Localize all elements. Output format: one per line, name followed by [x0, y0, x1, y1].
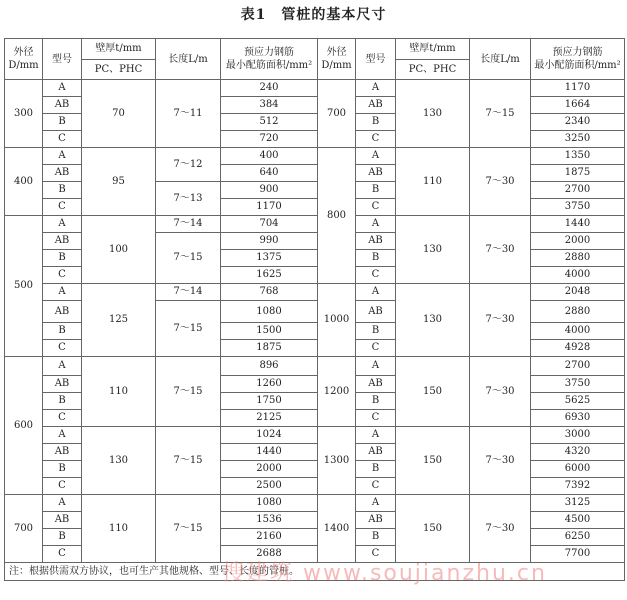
steel-area-cell: 990 — [221, 233, 318, 250]
type-cell: AB — [43, 233, 82, 250]
steel-area-cell: 2500 — [221, 478, 318, 495]
length-cell: 7～12 — [156, 148, 221, 182]
length-cell: 7～15 — [156, 233, 221, 284]
length-cell: 7～15 — [156, 357, 221, 427]
type-cell: AB — [43, 376, 82, 393]
header-wall-thickness-right: 壁厚t/mm — [396, 39, 470, 60]
header-wall-sub-right: PC、PHC — [396, 59, 470, 80]
steel-area-cell: 384 — [221, 97, 318, 114]
steel-area-cell: 704 — [221, 216, 318, 233]
length-cell: 7～30 — [470, 216, 531, 284]
length-cell: 7～30 — [470, 357, 531, 427]
header-steel-area: 预应力钢筋 最小配筋面积/mm² — [221, 39, 318, 80]
steel-area-cell: 6930 — [531, 410, 625, 427]
steel-area-cell: 2700 — [531, 182, 625, 199]
watermark: 搜建筑 www.soujianzhu.cn — [222, 561, 547, 586]
steel-area-cell: 2048 — [531, 284, 625, 301]
outer-diameter-cell: 300 — [5, 80, 43, 148]
steel-area-cell: 2000 — [531, 233, 625, 250]
length-cell: 7～15 — [470, 80, 531, 148]
type-cell: C — [356, 410, 396, 427]
steel-area-cell: 3000 — [531, 427, 625, 444]
length-cell: 7～30 — [470, 495, 531, 563]
type-cell: A — [43, 80, 82, 97]
header-outer-diameter-right: 外径 D/mm — [318, 39, 356, 80]
type-cell: AB — [43, 512, 82, 529]
length-cell: 7～15 — [156, 301, 221, 357]
length-cell: 7～14 — [156, 284, 221, 301]
type-cell: C — [43, 546, 82, 563]
length-cell: 7～14 — [156, 216, 221, 233]
steel-area-cell: 2000 — [221, 461, 318, 478]
steel-area-cell: 2700 — [531, 357, 625, 376]
type-cell: AB — [356, 444, 396, 461]
steel-area-cell: 2125 — [221, 410, 318, 427]
type-cell: A — [43, 148, 82, 165]
steel-area-cell: 3125 — [531, 495, 625, 512]
wall-thickness-cell: 95 — [82, 148, 156, 216]
type-cell: B — [43, 529, 82, 546]
steel-area-cell: 896 — [221, 357, 318, 376]
steel-area-cell: 1260 — [221, 376, 318, 393]
steel-area-cell: 240 — [221, 80, 318, 97]
type-cell: B — [43, 323, 82, 340]
steel-area-cell: 1664 — [531, 97, 625, 114]
type-cell: A — [356, 148, 396, 165]
type-cell: B — [43, 182, 82, 199]
type-cell: B — [43, 250, 82, 267]
type-cell: AB — [43, 97, 82, 114]
wall-thickness-cell: 125 — [82, 284, 156, 357]
type-cell: C — [43, 340, 82, 357]
steel-area-cell: 3750 — [531, 376, 625, 393]
length-cell: 7～13 — [156, 182, 221, 216]
length-cell: 7～30 — [470, 148, 531, 216]
type-cell: A — [43, 427, 82, 444]
type-cell: A — [356, 357, 396, 376]
type-cell: A — [356, 495, 396, 512]
outer-diameter-cell: 1200 — [318, 357, 356, 427]
steel-area-cell: 1440 — [531, 216, 625, 233]
type-cell: B — [356, 250, 396, 267]
wall-thickness-cell: 130 — [396, 80, 470, 148]
length-cell: 7～11 — [156, 80, 221, 148]
type-cell: B — [356, 182, 396, 199]
length-cell: 7～15 — [156, 427, 221, 495]
length-cell: 7～15 — [156, 495, 221, 563]
type-cell: AB — [356, 301, 396, 323]
outer-diameter-cell: 1400 — [318, 495, 356, 563]
pile-dimensions-table — [4, 38, 625, 581]
steel-area-cell: 4500 — [531, 512, 625, 529]
type-cell: B — [356, 323, 396, 340]
steel-area-cell: 900 — [221, 182, 318, 199]
type-cell: C — [43, 478, 82, 495]
outer-diameter-cell: 1300 — [318, 427, 356, 495]
wall-thickness-cell: 110 — [82, 495, 156, 563]
steel-area-cell: 1500 — [221, 323, 318, 340]
table-footnote: 注：根据供需双方协议，也可生产其他规格、型号、长度的管桩。 — [5, 563, 625, 581]
header-wall-thickness: 壁厚t/mm — [82, 39, 156, 60]
steel-area-cell: 512 — [221, 114, 318, 131]
steel-area-cell: 1170 — [221, 199, 318, 216]
type-cell: AB — [43, 165, 82, 182]
steel-area-cell: 6000 — [531, 461, 625, 478]
length-cell: 7～30 — [470, 427, 531, 495]
steel-area-cell: 5625 — [531, 393, 625, 410]
steel-area-cell: 4320 — [531, 444, 625, 461]
type-cell: AB — [356, 233, 396, 250]
type-cell: C — [356, 267, 396, 284]
steel-area-cell: 2340 — [531, 114, 625, 131]
steel-area-cell: 1440 — [221, 444, 318, 461]
steel-area-cell: 7700 — [531, 546, 625, 563]
steel-area-cell: 2880 — [531, 301, 625, 323]
type-cell: B — [43, 393, 82, 410]
outer-diameter-cell: 700 — [5, 495, 43, 563]
type-cell: C — [43, 131, 82, 148]
steel-area-cell: 3250 — [531, 131, 625, 148]
steel-area-cell: 1875 — [221, 340, 318, 357]
type-cell: A — [43, 216, 82, 233]
steel-area-cell: 2160 — [221, 529, 318, 546]
wall-thickness-cell: 130 — [82, 427, 156, 495]
steel-area-cell: 1080 — [221, 495, 318, 512]
steel-area-cell: 1080 — [221, 301, 318, 323]
type-cell: B — [356, 114, 396, 131]
header-steel-area-right: 预应力钢筋 最小配筋面积/mm² — [531, 39, 625, 80]
type-cell: AB — [356, 376, 396, 393]
wall-thickness-cell: 150 — [396, 495, 470, 563]
steel-area-cell: 1024 — [221, 427, 318, 444]
wall-thickness-cell: 110 — [82, 357, 156, 427]
header-type-right: 型号 — [356, 39, 396, 80]
type-cell: C — [356, 478, 396, 495]
header-type: 型号 — [43, 39, 82, 80]
length-cell: 7～30 — [470, 284, 531, 357]
table-title: 表1 管桩的基本尺寸 — [240, 7, 387, 23]
type-cell: AB — [43, 444, 82, 461]
header-length: 长度L/m — [156, 39, 221, 80]
wall-thickness-cell: 100 — [82, 216, 156, 284]
steel-area-cell: 1536 — [221, 512, 318, 529]
steel-area-cell: 4000 — [531, 267, 625, 284]
type-cell: A — [43, 284, 82, 301]
outer-diameter-cell: 700 — [318, 80, 356, 148]
type-cell: B — [356, 393, 396, 410]
outer-diameter-cell: 1000 — [318, 284, 356, 357]
type-cell: C — [356, 131, 396, 148]
wall-thickness-cell: 70 — [82, 80, 156, 148]
type-cell: C — [43, 410, 82, 427]
type-cell: AB — [356, 512, 396, 529]
type-cell: B — [356, 529, 396, 546]
steel-area-cell: 640 — [221, 165, 318, 182]
type-cell: AB — [43, 301, 82, 323]
steel-area-cell: 3750 — [531, 199, 625, 216]
steel-area-cell: 1375 — [221, 250, 318, 267]
type-cell: AB — [356, 165, 396, 182]
type-cell: A — [356, 284, 396, 301]
steel-area-cell: 2688 — [221, 546, 318, 563]
outer-diameter-cell: 800 — [318, 148, 356, 284]
outer-diameter-cell: 600 — [5, 357, 43, 495]
steel-area-cell: 400 — [221, 148, 318, 165]
steel-area-cell: 4928 — [531, 340, 625, 357]
header-outer-diameter: 外径 D/mm — [5, 39, 43, 80]
type-cell: B — [356, 461, 396, 478]
steel-area-cell: 2880 — [531, 250, 625, 267]
steel-area-cell: 1750 — [221, 393, 318, 410]
outer-diameter-cell: 500 — [5, 216, 43, 357]
type-cell: C — [43, 267, 82, 284]
type-cell: B — [43, 114, 82, 131]
steel-area-cell: 720 — [221, 131, 318, 148]
steel-area-cell: 768 — [221, 284, 318, 301]
steel-area-cell: 1350 — [531, 148, 625, 165]
steel-area-cell: 6250 — [531, 529, 625, 546]
header-wall-sub: PC、PHC — [82, 59, 156, 80]
type-cell: C — [43, 199, 82, 216]
steel-area-cell: 7392 — [531, 478, 625, 495]
header-length-right: 长度L/m — [470, 39, 531, 80]
steel-area-cell: 4000 — [531, 323, 625, 340]
outer-diameter-cell: 400 — [5, 148, 43, 216]
steel-area-cell: 1625 — [221, 267, 318, 284]
wall-thickness-cell: 150 — [396, 427, 470, 495]
type-cell: A — [43, 357, 82, 376]
type-cell: C — [356, 340, 396, 357]
type-cell: A — [356, 427, 396, 444]
type-cell: A — [356, 80, 396, 97]
wall-thickness-cell: 130 — [396, 216, 470, 284]
wall-thickness-cell: 110 — [396, 148, 470, 216]
type-cell: B — [43, 461, 82, 478]
type-cell: C — [356, 199, 396, 216]
type-cell: A — [43, 495, 82, 512]
wall-thickness-cell: 130 — [396, 284, 470, 357]
type-cell: A — [356, 216, 396, 233]
steel-area-cell: 1875 — [531, 165, 625, 182]
steel-area-cell: 1170 — [531, 80, 625, 97]
type-cell: C — [356, 546, 396, 563]
type-cell: AB — [356, 97, 396, 114]
wall-thickness-cell: 150 — [396, 357, 470, 427]
